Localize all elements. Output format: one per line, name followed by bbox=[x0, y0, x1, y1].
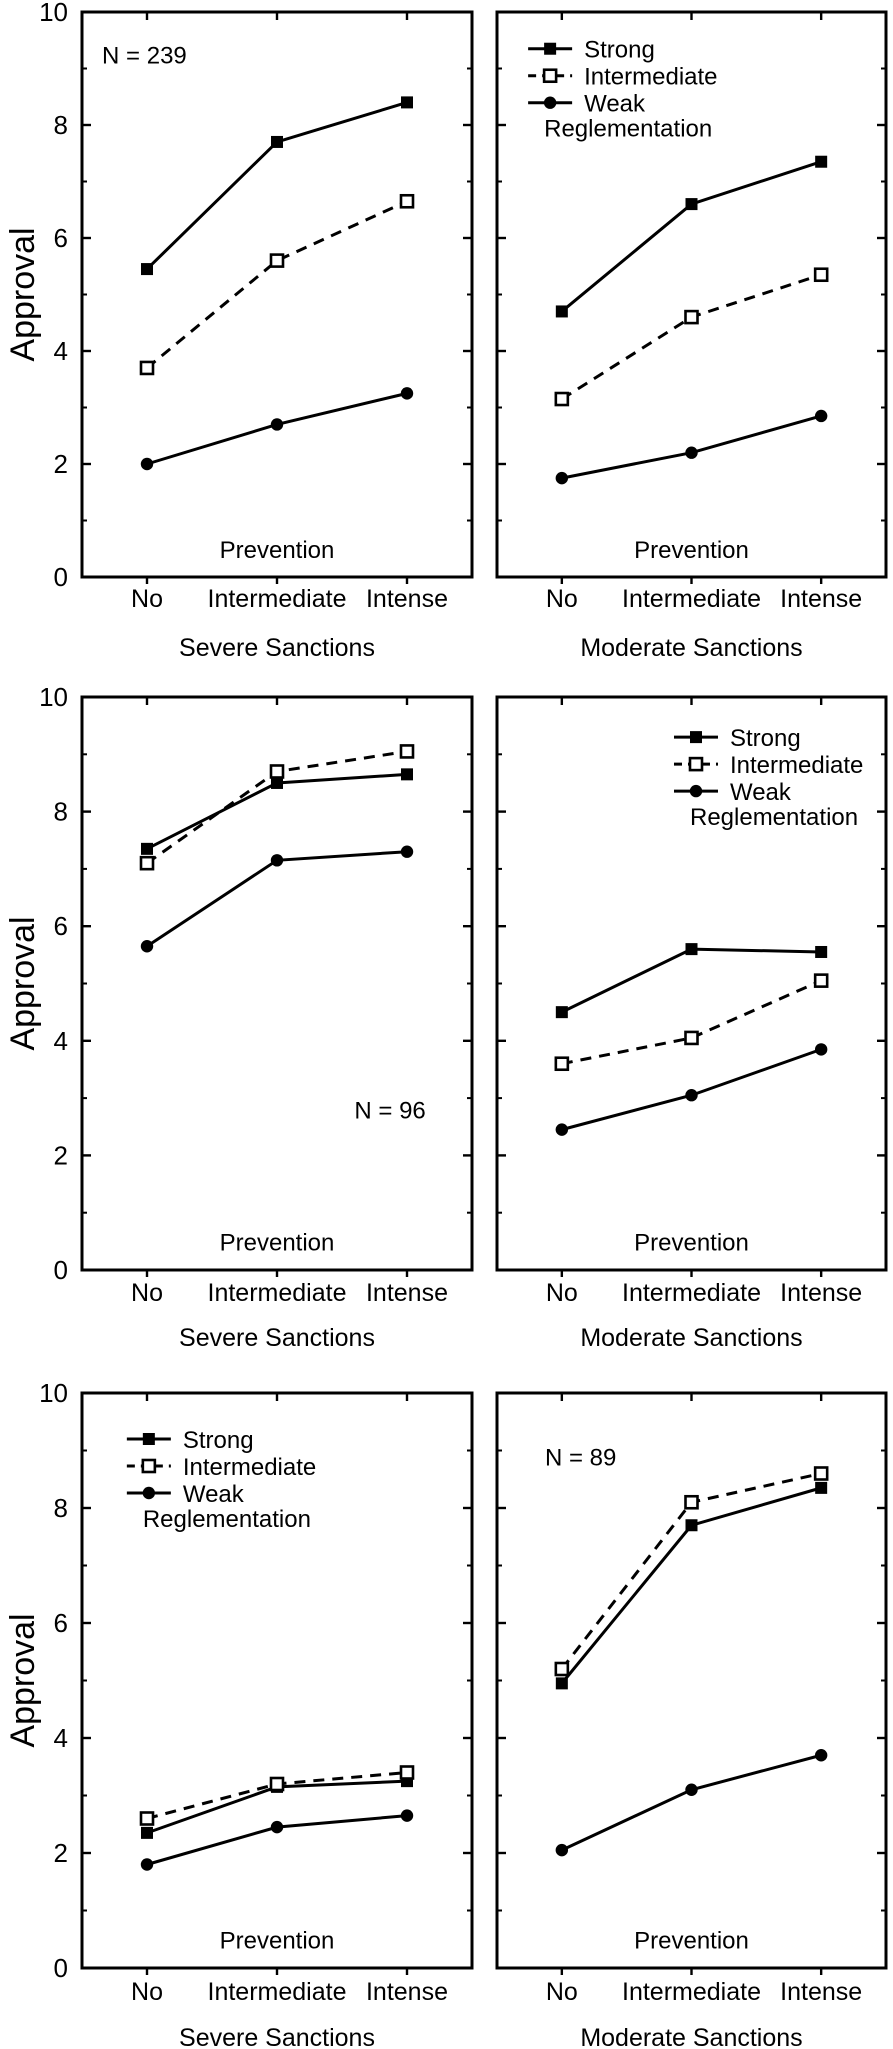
series-strong-marker bbox=[141, 263, 153, 275]
legend-item-label: Weak bbox=[182, 1481, 244, 1508]
x-tick-label: No bbox=[131, 1279, 163, 1307]
series-intermediate-marker bbox=[686, 1032, 698, 1044]
panel-bottom-left-chart bbox=[0, 1360, 484, 2049]
y-tick-label: 4 bbox=[53, 336, 68, 366]
legend-item-label: Intermediate bbox=[182, 1454, 317, 1481]
y-tick-label: 8 bbox=[53, 796, 68, 827]
series-weak-marker bbox=[685, 1089, 697, 1101]
y-tick-label: 8 bbox=[53, 110, 68, 140]
series-intermediate-line bbox=[147, 201, 407, 368]
series-weak-marker bbox=[815, 410, 827, 422]
x-tick-label: No bbox=[545, 1978, 578, 2006]
legend-footer-label: Reglementation bbox=[142, 1506, 311, 1533]
y-axis-label: Approval bbox=[4, 1613, 42, 1748]
y-tick-label: 4 bbox=[53, 1025, 68, 1056]
series-strong-marker bbox=[815, 156, 827, 168]
series-intermediate-marker bbox=[686, 311, 698, 323]
panel-title: Severe Sanctions bbox=[179, 634, 375, 660]
series-weak-marker bbox=[815, 1749, 827, 1761]
series-strong-marker bbox=[271, 136, 283, 148]
plot-box bbox=[497, 12, 886, 577]
series-intermediate-marker bbox=[815, 975, 827, 987]
series-strong-marker bbox=[556, 1006, 568, 1018]
series-intermediate-marker bbox=[686, 1496, 698, 1508]
series-strong-line bbox=[562, 1488, 821, 1684]
series-intermediate-marker bbox=[141, 362, 153, 374]
panel-top-right-chart bbox=[484, 0, 893, 660]
y-tick-label: 0 bbox=[53, 562, 68, 592]
series-strong-line bbox=[562, 949, 821, 1012]
series-strong-marker bbox=[556, 305, 568, 317]
plot-box bbox=[82, 12, 472, 577]
series-weak-marker bbox=[141, 458, 153, 470]
panel-title: Moderate Sanctions bbox=[580, 1324, 803, 1352]
series-intermediate-marker bbox=[401, 745, 413, 757]
y-tick-label: 0 bbox=[53, 1953, 68, 1983]
series-intermediate-marker bbox=[271, 255, 283, 267]
x-tick-label: Intense bbox=[780, 1279, 863, 1307]
legend-open-square-icon bbox=[690, 758, 702, 770]
legend-item-label: Strong bbox=[729, 725, 801, 753]
series-intermediate-marker bbox=[556, 1058, 568, 1070]
series-strong-marker bbox=[141, 843, 153, 855]
x-tick-label: Intermediate bbox=[207, 1279, 347, 1307]
inner-x-axis-label: Prevention bbox=[219, 536, 335, 564]
panel-title: Moderate Sanctions bbox=[580, 634, 803, 660]
legend-filled-circle-icon bbox=[544, 97, 556, 109]
inner-x-axis-label: Prevention bbox=[634, 536, 749, 564]
inner-x-axis-label: Prevention bbox=[634, 1229, 749, 1257]
x-tick-label: Intense bbox=[780, 585, 863, 613]
panel-title: Severe Sanctions bbox=[179, 2024, 375, 2049]
legend-open-square-icon bbox=[143, 1460, 155, 1472]
legend-item-label: Weak bbox=[729, 779, 791, 807]
series-weak-marker bbox=[685, 447, 697, 459]
legend-filled-square-icon bbox=[690, 731, 702, 743]
y-tick-label: 8 bbox=[53, 1493, 68, 1523]
series-weak-marker bbox=[556, 1123, 568, 1135]
legend-item-label: Intermediate bbox=[584, 63, 718, 91]
y-tick-label: 4 bbox=[53, 1723, 68, 1753]
legend-open-square-icon bbox=[544, 70, 556, 82]
x-tick-label: No bbox=[545, 1279, 578, 1307]
x-tick-label: No bbox=[545, 585, 578, 613]
x-tick-label: Intense bbox=[365, 585, 449, 613]
series-strong-marker bbox=[556, 1677, 568, 1689]
y-tick-label: 2 bbox=[53, 1140, 68, 1171]
legend-item-label: Weak bbox=[584, 90, 646, 118]
sample-size-label: N = 239 bbox=[102, 42, 187, 70]
y-tick-label: 10 bbox=[39, 1378, 68, 1408]
panel-middle-left-chart bbox=[0, 660, 484, 1360]
series-weak-marker bbox=[401, 1809, 413, 1821]
x-tick-label: Intermediate bbox=[207, 1978, 347, 2006]
series-intermediate-marker bbox=[271, 1778, 283, 1790]
series-strong-marker bbox=[141, 1827, 153, 1839]
x-tick-label: Intense bbox=[365, 1279, 449, 1307]
legend-item-label: Strong bbox=[182, 1427, 254, 1454]
series-strong-marker bbox=[686, 943, 698, 955]
x-tick-label: Intense bbox=[365, 1978, 449, 2006]
series-strong-line bbox=[147, 102, 407, 269]
x-tick-label: Intermediate bbox=[622, 1978, 761, 2006]
series-strong-marker bbox=[686, 198, 698, 210]
sample-size-label: N = 96 bbox=[354, 1097, 426, 1125]
series-weak-marker bbox=[141, 940, 153, 952]
series-weak-line bbox=[562, 1755, 821, 1850]
panel-middle-right-chart bbox=[484, 660, 893, 1360]
x-tick-label: No bbox=[131, 585, 163, 613]
series-weak-marker bbox=[815, 1043, 827, 1055]
x-tick-label: No bbox=[131, 1978, 163, 2006]
legend-filled-square-icon bbox=[143, 1433, 155, 1445]
y-tick-label: 6 bbox=[53, 223, 68, 253]
series-intermediate-marker bbox=[271, 765, 283, 777]
series-strong-marker bbox=[815, 946, 827, 958]
series-weak-marker bbox=[401, 387, 413, 399]
series-intermediate-marker bbox=[815, 1468, 827, 1480]
y-tick-label: 10 bbox=[39, 0, 68, 27]
series-weak-marker bbox=[685, 1784, 697, 1796]
series-strong-marker bbox=[401, 96, 413, 108]
panel-bottom-right-chart bbox=[484, 1360, 893, 2049]
y-tick-label: 6 bbox=[53, 911, 68, 942]
series-strong-marker bbox=[686, 1519, 698, 1531]
series-strong-marker bbox=[401, 768, 413, 780]
inner-x-axis-label: Prevention bbox=[219, 1927, 335, 1955]
series-weak-marker bbox=[271, 418, 283, 430]
y-tick-label: 6 bbox=[53, 1608, 68, 1638]
legend-filled-circle-icon bbox=[690, 785, 702, 797]
inner-x-axis-label: Prevention bbox=[634, 1927, 749, 1955]
series-intermediate-marker bbox=[141, 1813, 153, 1825]
series-strong-marker bbox=[815, 1482, 827, 1494]
series-intermediate-line bbox=[562, 275, 821, 399]
series-intermediate-marker bbox=[141, 857, 153, 869]
series-intermediate-marker bbox=[401, 195, 413, 207]
y-tick-label: 2 bbox=[53, 1838, 68, 1868]
series-weak-marker bbox=[141, 1858, 153, 1870]
inner-x-axis-label: Prevention bbox=[219, 1229, 335, 1257]
legend-item-label: Strong bbox=[584, 36, 655, 64]
legend-item-label: Intermediate bbox=[729, 752, 864, 780]
x-tick-label: Intermediate bbox=[622, 585, 761, 613]
x-tick-label: Intermediate bbox=[622, 1279, 761, 1307]
series-weak-marker bbox=[271, 1821, 283, 1833]
legend-footer-label: Reglementation bbox=[689, 804, 859, 832]
legend-filled-square-icon bbox=[544, 43, 556, 55]
y-tick-label: 2 bbox=[53, 449, 68, 479]
series-intermediate-marker bbox=[556, 1663, 568, 1675]
panel-top-left-chart bbox=[0, 0, 484, 660]
series-weak-marker bbox=[556, 472, 568, 484]
x-tick-label: Intense bbox=[780, 1978, 863, 2006]
series-weak-marker bbox=[556, 1844, 568, 1856]
series-intermediate-marker bbox=[556, 393, 568, 405]
panel-title: Moderate Sanctions bbox=[580, 2024, 803, 2049]
y-tick-label: 0 bbox=[53, 1255, 68, 1285]
legend-footer-label: Reglementation bbox=[544, 115, 713, 143]
series-weak-marker bbox=[401, 846, 413, 858]
series-intermediate-marker bbox=[815, 269, 827, 281]
series-intermediate-marker bbox=[401, 1767, 413, 1779]
y-axis-label: Approval bbox=[4, 916, 42, 1051]
sample-size-label: N = 89 bbox=[544, 1444, 617, 1472]
y-axis-label: Approval bbox=[4, 227, 42, 362]
series-weak-marker bbox=[271, 854, 283, 866]
panel-title: Severe Sanctions bbox=[179, 1324, 375, 1352]
y-tick-label: 10 bbox=[39, 682, 68, 712]
legend-filled-circle-icon bbox=[143, 1487, 155, 1499]
x-tick-label: Intermediate bbox=[207, 585, 347, 613]
